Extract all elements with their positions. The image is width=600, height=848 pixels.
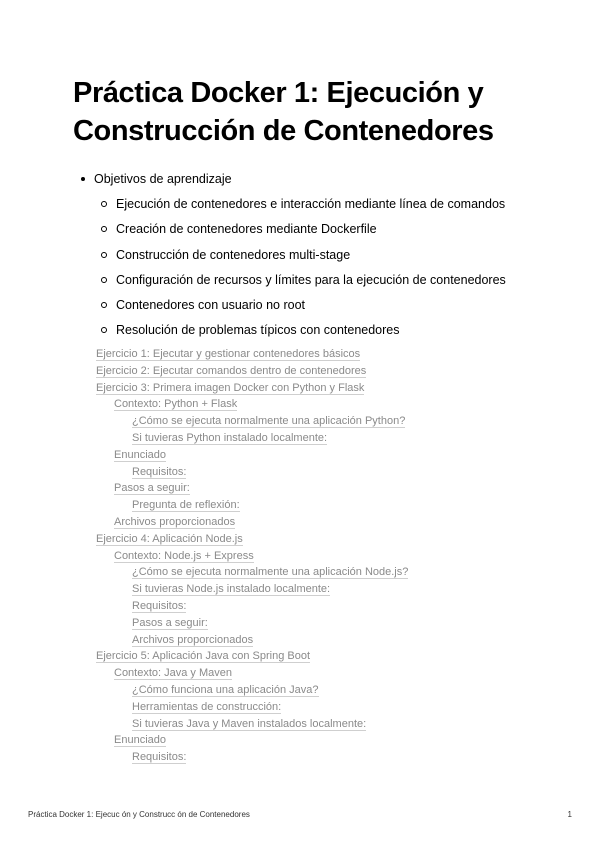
toc-link[interactable]: Pregunta de reflexión: <box>132 499 240 512</box>
toc-entry <box>96 413 576 430</box>
toc-link[interactable]: Archivos proporcionados <box>132 633 254 646</box>
toc-link[interactable]: Si tuvieras Node.js instalado localmente: <box>132 583 331 596</box>
objective-item: Construcción de contenedores multi-stage <box>78 246 578 264</box>
toc-entry <box>96 531 576 548</box>
toc-link[interactable]: Herramientas de construcción: <box>132 700 282 713</box>
toc-entry <box>96 732 576 749</box>
toc-link[interactable]: Ejercicio 2: Ejecutar comandos dentro de contenedores <box>96 364 367 377</box>
toc-entry <box>96 396 576 413</box>
toc-link[interactable]: Ejercicio 1: Ejecutar y gestionar contenedores básicos <box>96 348 361 360</box>
objectives-list <box>78 170 578 347</box>
toc-entry <box>96 363 576 380</box>
toc-entry <box>96 447 576 464</box>
objectives-sublist <box>78 195 578 339</box>
toc-link[interactable]: Requisitos: <box>132 465 187 478</box>
toc-entry <box>96 615 576 632</box>
objective-item: Configuración de recursos y límites para la ejecución de contenedores <box>78 271 578 289</box>
objective-item: Contenedores con usuario no root <box>78 296 578 314</box>
toc-link[interactable]: ¿Cómo se ejecuta normalmente una aplicación Node.js? <box>132 566 409 579</box>
toc-link[interactable]: ¿Cómo funciona una aplicación Java? <box>132 683 319 696</box>
toc-link[interactable]: Requisitos: <box>132 599 187 612</box>
objectives-sublist-container <box>78 195 578 339</box>
toc-entry <box>96 581 576 598</box>
toc-entry <box>96 430 576 447</box>
toc-entry <box>96 548 576 565</box>
toc-entry <box>96 514 576 531</box>
toc-entry <box>96 648 576 665</box>
toc-entry <box>96 564 576 581</box>
toc-link[interactable]: Contexto: Python + Flask <box>114 398 238 411</box>
toc-entry <box>96 497 576 514</box>
toc-link[interactable]: Archivos proporcionados <box>114 515 236 528</box>
toc-link[interactable]: Pasos a seguir: <box>114 482 190 495</box>
toc-entry <box>96 749 576 766</box>
toc-entry <box>96 346 576 363</box>
toc-entry <box>96 598 576 615</box>
toc-entry <box>96 716 576 733</box>
objectives-heading: Objetivos de aprendizaje <box>78 170 578 188</box>
toc-entry <box>96 464 576 481</box>
objective-item: Creación de contenedores mediante Dockerfile <box>78 220 578 238</box>
toc-link[interactable]: Enunciado <box>114 734 166 747</box>
table-of-contents <box>96 346 576 766</box>
toc-entry <box>96 380 576 397</box>
objective-item: Ejecución de contenedores e interacción mediante línea de comandos <box>78 195 578 213</box>
toc-link[interactable]: ¿Cómo se ejecuta normalmente una aplicación Python? <box>132 415 406 428</box>
toc-link[interactable]: Ejercicio 5: Aplicación Java con Spring Boot <box>96 650 311 663</box>
toc-entry <box>96 665 576 682</box>
toc-link[interactable]: Contexto: Node.js + Express <box>114 549 254 562</box>
toc-link[interactable]: Ejercicio 3: Primera imagen Docker con Python y Flask <box>96 381 365 394</box>
toc-entry <box>96 480 576 497</box>
page-number: 1 <box>567 810 572 819</box>
toc-link[interactable]: Enunciado <box>114 448 166 461</box>
toc-link[interactable]: Contexto: Java y Maven <box>114 667 233 680</box>
footer-title: Práctica Docker 1: Ejecuc ón y Construcc ón de Contenedores <box>28 810 250 819</box>
page-title: Práctica Docker 1: Ejecución y Construcción de Contenedores <box>73 77 494 147</box>
toc-entry <box>96 632 576 649</box>
toc-link[interactable]: Requisitos: <box>132 751 187 764</box>
toc-link[interactable]: Pasos a seguir: <box>132 616 208 629</box>
toc-link[interactable]: Si tuvieras Python instalado localmente: <box>132 431 328 444</box>
toc-entry <box>96 699 576 716</box>
toc-entry <box>96 682 576 699</box>
toc-link[interactable]: Ejercicio 4: Aplicación Node.js <box>96 532 243 545</box>
objective-item: Resolución de problemas típicos con contenedores <box>78 321 578 339</box>
toc-link[interactable]: Si tuvieras Java y Maven instalados localmente: <box>132 717 367 730</box>
